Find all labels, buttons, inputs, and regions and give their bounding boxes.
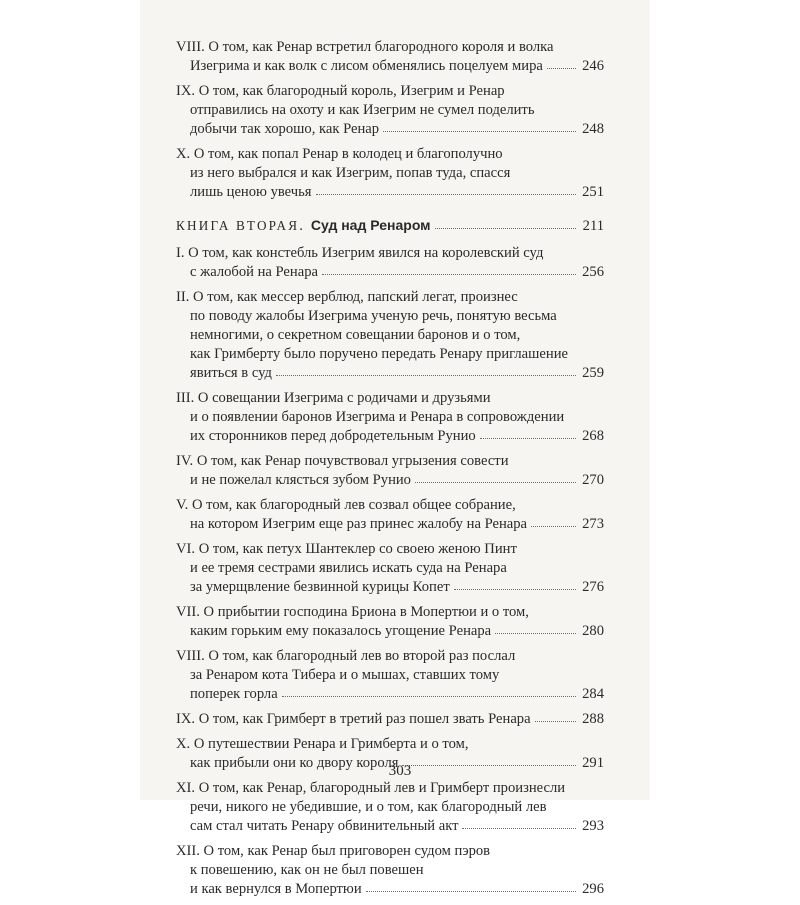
toc-entry-text: немногими, о секретном совещании баронов и о том, <box>190 327 521 343</box>
toc-entry <box>176 540 604 597</box>
book-page-number: 211 <box>582 218 604 234</box>
toc-entry-line <box>176 427 604 446</box>
toc-entry <box>176 842 604 899</box>
toc-entry-text: лишь ценою увечья <box>190 184 312 200</box>
toc-page-number: 270 <box>582 472 604 488</box>
toc-entry <box>176 82 604 139</box>
toc-entry-line <box>176 861 604 880</box>
book-title: Суд над Ренаром <box>310 217 431 233</box>
leader-dots <box>276 374 576 376</box>
toc-entry-line <box>176 408 604 427</box>
toc-entry-text: за умерщвление безвинной курицы Копет <box>190 579 450 595</box>
toc-entry-text: поперек горла <box>190 686 278 702</box>
book-heading <box>176 216 604 236</box>
toc-entry-line <box>176 515 604 534</box>
toc-entry-line <box>176 779 604 798</box>
toc-entry-line <box>176 471 604 490</box>
toc-entry <box>176 710 604 729</box>
toc-entry-text: VIII. О том, как благородный лев во второй раз послал <box>176 648 516 664</box>
page-number: 303 <box>388 763 412 779</box>
leader-dots <box>531 525 576 527</box>
toc-entry-line <box>176 120 604 139</box>
toc-entry-line <box>176 326 604 345</box>
toc-entry-line <box>176 183 604 202</box>
toc-entry <box>176 389 604 446</box>
toc-entry-text: и ее тремя сестрами явились искать суда на Ренара <box>190 560 507 576</box>
book-label: КНИГА ВТОРАЯ <box>176 218 300 233</box>
toc-entry-text: VII. О прибытии господина Бриона в Мопертюи и о том, <box>176 604 529 620</box>
leader-dots <box>366 890 576 892</box>
toc-entry-line <box>176 710 604 729</box>
toc-page-number: 273 <box>582 516 604 532</box>
toc-entry-text: I. О том, как констебль Изегрим явился на королевский суд <box>176 245 544 261</box>
toc-entry-text: по поводу жалобы Изегрима ученую речь, понятую весьма <box>190 308 557 324</box>
toc-entry-text: к повешению, как он не был повешен <box>190 862 424 878</box>
toc-entry-text: речи, никого не убедившие, и о том, как благородный лев <box>190 799 547 815</box>
toc-entry-line <box>176 389 604 408</box>
toc-entry-line <box>176 145 604 164</box>
toc-entry-line <box>176 82 604 101</box>
toc-entry <box>176 38 604 76</box>
toc-entry-line <box>176 452 604 471</box>
leader-dots <box>495 632 576 634</box>
toc-entry-line <box>176 622 604 641</box>
toc-entry-text: VI. О том, как петух Шантеклер со своею женою Пинт <box>176 541 517 557</box>
leader-dots <box>535 720 576 722</box>
toc-entry-text: отправились на охоту и как Изегрим не сумел поделить <box>190 102 535 118</box>
toc-entry <box>176 244 604 282</box>
toc-entry-line <box>176 817 604 836</box>
toc-entry-text: и о появлении баронов Изегрима и Ренара в сопровождении <box>190 409 565 425</box>
leader-dots <box>415 481 576 483</box>
toc-entry-line <box>176 880 604 899</box>
toc-entry-text: за Ренаром кота Тибера и о мышах, ставших тому <box>190 667 500 683</box>
toc-entry-text: как прибыли они ко двору короля <box>190 755 399 771</box>
toc-entry-text: каким горьким ему показалось угощение Ренара <box>190 623 492 639</box>
toc-entry <box>176 496 604 534</box>
leader-dots <box>547 67 576 69</box>
toc-entry-line <box>176 164 604 183</box>
toc-entry-text: явиться в суд <box>190 365 272 381</box>
toc-entry-text: на котором Изегрим еще раз принес жалобу на Ренара <box>190 516 528 532</box>
leader-dots <box>435 227 576 229</box>
toc-entry-text: сам стал читать Ренару обвинительный акт <box>190 818 459 834</box>
leader-dots <box>383 130 576 132</box>
toc-entry-text: добычи так хорошо, как Ренар <box>190 121 380 137</box>
toc-entry-line <box>176 101 604 120</box>
toc-entry-line <box>176 345 604 364</box>
toc-entry-text: X. О том, как попал Ренар в колодец и благополучно <box>176 146 503 162</box>
toc-entry-text: их сторонников перед добродетельным Рунио <box>190 428 476 444</box>
toc-page-number: 291 <box>582 755 604 771</box>
toc-entry-text: II. О том, как мессер верблюд, папский легат, произнес <box>176 289 518 305</box>
toc-entry-line <box>176 263 604 282</box>
toc-page-number: 256 <box>582 264 604 280</box>
toc-entry-line <box>176 559 604 578</box>
toc-entry-text: и как вернулся в Мопертюи <box>190 881 362 897</box>
leader-dots <box>480 437 576 439</box>
chapter-list-book-two <box>176 244 604 899</box>
toc-entry-text: IX. О том, как Гримберт в третий раз пошел звать Ренара <box>176 711 531 727</box>
toc-entry-text: Изегрима и как волк с лисом обменялись поцелуем мира <box>190 58 543 74</box>
toc-entry-line <box>176 57 604 76</box>
toc-entry <box>176 603 604 641</box>
toc-entry-line <box>176 540 604 559</box>
toc-entry-line <box>176 244 604 263</box>
toc-page-number: 246 <box>582 58 604 74</box>
leader-dots <box>454 588 576 590</box>
toc-entry-line <box>176 603 604 622</box>
toc-entry <box>176 779 604 836</box>
toc-entry-line <box>176 798 604 817</box>
toc-entry-text: III. О совещании Изегрима с родичами и друзьями <box>176 390 491 406</box>
toc-entry-line <box>176 685 604 704</box>
toc-entry-line <box>176 578 604 597</box>
toc-entry-text: и не пожелал клясться зубом Рунио <box>190 472 411 488</box>
toc-entry-text: V. О том, как благородный лев созвал общее собрание, <box>176 497 516 513</box>
toc-entry-line <box>176 288 604 307</box>
toc-entry <box>176 145 604 202</box>
toc-entry-text: X. О путешествии Ренара и Гримберта и о том, <box>176 736 469 752</box>
leader-dots <box>282 695 576 697</box>
toc-entry-line <box>176 496 604 515</box>
toc-entry-text: XI. О том, как Ренар, благородный лев и Гримберт произнесли <box>176 780 566 796</box>
toc-entry-text: из него выбрался и как Изегрим, попав туда, спасся <box>190 165 511 181</box>
book-separator: . <box>299 218 303 234</box>
toc-page-number: 248 <box>582 121 604 137</box>
toc-entry-text: XII. О том, как Ренар был приговорен судом пэров <box>176 843 491 859</box>
toc-entry-line <box>176 364 604 383</box>
toc-entry <box>176 647 604 704</box>
leader-dots <box>322 273 576 275</box>
toc-entry-text: как Гримберту было поручено передать Ренару приглашение <box>190 346 568 362</box>
toc-entry-text: с жалобой на Ренара <box>190 264 318 280</box>
toc-entry-line <box>176 842 604 861</box>
toc-entry-text: VIII. О том, как Ренар встретил благородного короля и волка <box>176 39 554 55</box>
toc-page-number: 251 <box>582 184 604 200</box>
toc-page-number: 268 <box>582 428 604 444</box>
toc-page-number: 280 <box>582 623 604 639</box>
leader-dots <box>462 827 576 829</box>
toc-entry-text: IV. О том, как Ренар почувствовал угрызения совести <box>176 453 509 469</box>
toc-entry <box>176 452 604 490</box>
chapter-list-book-one <box>176 38 604 202</box>
toc-entry-line <box>176 307 604 326</box>
toc-entry-line <box>176 647 604 666</box>
toc-page-number: 288 <box>582 711 604 727</box>
toc-entry-line <box>176 38 604 57</box>
toc-page-number: 276 <box>582 579 604 595</box>
toc-entry-line <box>176 735 604 754</box>
toc-page-number: 259 <box>582 365 604 381</box>
toc-entry-line <box>176 666 604 685</box>
toc-page-number: 296 <box>582 881 604 897</box>
leader-dots <box>316 193 576 195</box>
toc-entry <box>176 288 604 383</box>
toc-page-number: 284 <box>582 686 604 702</box>
toc-entry-text: IX. О том, как благородный король, Изегрим и Ренар <box>176 83 505 99</box>
toc-page-number: 293 <box>582 818 604 834</box>
